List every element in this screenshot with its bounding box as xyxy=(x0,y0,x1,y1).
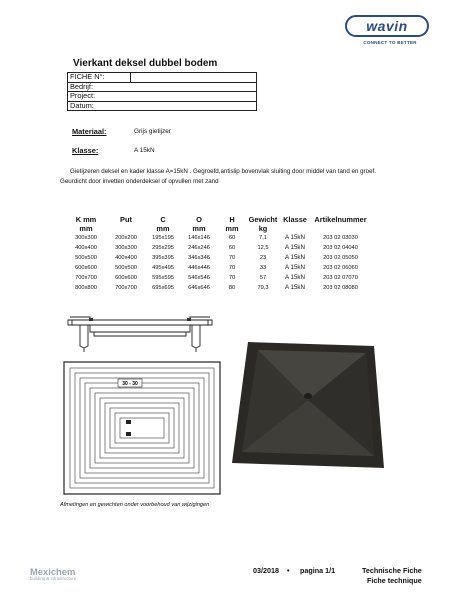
table-row xyxy=(66,243,371,253)
table-cell: A 15kN xyxy=(285,244,305,251)
table-cell: 7,1 xyxy=(259,235,267,241)
mexichem-logo: Mexichem xyxy=(30,566,76,577)
datum-label: Datum: xyxy=(68,101,257,111)
material-value: Grijs gietijzer xyxy=(134,128,171,135)
table-cell: A 15kN xyxy=(285,254,305,261)
table-row xyxy=(66,263,371,273)
class-value: A 15kN xyxy=(134,147,155,154)
table-cell: 695x695 xyxy=(152,285,174,291)
table-cell: 195x195 xyxy=(152,235,174,241)
footer-date: 03/2018 xyxy=(253,566,279,575)
header-c: C mm xyxy=(156,215,170,233)
table-header-row xyxy=(66,215,371,233)
table-cell: 700x700 xyxy=(75,275,97,281)
fiche-table xyxy=(67,72,257,111)
table-cell: 800x800 xyxy=(75,285,97,291)
table-cell: 70 xyxy=(228,275,236,281)
table-cell: 203 02 06060 xyxy=(323,265,358,271)
header-klasse: Klasse xyxy=(283,215,307,224)
table-cell: 203 02 04040 xyxy=(323,245,358,251)
caption: Afmetingen en gewichten onder voorbehoud van wijzigingen xyxy=(60,502,210,508)
table-row xyxy=(66,233,371,243)
table-row xyxy=(66,273,371,283)
footer-page: pagina 1/1 xyxy=(300,566,336,575)
header-o: O mm xyxy=(192,215,206,233)
cover-photo xyxy=(228,338,388,473)
table-cell: 60 xyxy=(228,235,236,241)
table-cell: 295x295 xyxy=(152,245,174,251)
fiche-label: FICHE N°: xyxy=(68,73,131,83)
mexichem-tagline: building & infrastructure xyxy=(30,576,77,581)
table-cell: 80 xyxy=(228,285,236,291)
table-cell: 203 02 05050 xyxy=(323,255,358,261)
top-view-drawing xyxy=(62,360,222,496)
material-label: Materiaal: xyxy=(72,127,107,136)
table-cell: 595x595 xyxy=(152,275,174,281)
description: Gietijzeren deksel en kader klasse A=15kN . Gegroefd,antislip bovenvlak sluiting door middel van tand en groef. Geurdicht door invetten onderdeksel of opvullen met zand xyxy=(60,168,376,185)
table-cell: 60 xyxy=(228,245,236,251)
table-cell: 600x600 xyxy=(75,265,97,271)
table-cell: 346x346 xyxy=(188,255,210,261)
table-cell: A 15kN xyxy=(285,264,305,271)
drawing-label: 30 - 30 xyxy=(122,381,138,387)
table-cell: 500x500 xyxy=(115,265,137,271)
table-cell: A 15kN xyxy=(285,234,305,241)
footer-bullet: • xyxy=(287,566,290,575)
table-cell: 495x495 xyxy=(152,265,174,271)
product-table xyxy=(66,215,371,293)
header-gewicht: Gewicht kg xyxy=(248,215,278,233)
page-title: Vierkant deksel dubbel bodem xyxy=(73,58,218,69)
table-cell: 546x546 xyxy=(188,275,210,281)
table-cell: 203 02 03030 xyxy=(323,235,358,241)
project-label: Project: xyxy=(68,92,257,102)
table-cell: A 15kN xyxy=(285,274,305,281)
table-row xyxy=(66,253,371,263)
footer-fiche-nl: Technische Fiche xyxy=(362,566,422,575)
table-row xyxy=(66,283,371,293)
section-drawing xyxy=(60,308,220,358)
table-cell: 300x300 xyxy=(115,245,137,251)
logo-tagline: CONNECT TO BETTER xyxy=(363,40,417,45)
table-cell: 79,3 xyxy=(257,285,269,291)
header-artikelnummer: Artikelnummer xyxy=(314,215,367,224)
header-h: H mm xyxy=(225,215,239,233)
table-cell: 57 xyxy=(259,275,267,281)
header-k: K mm mm xyxy=(75,215,97,233)
class-label: Klasse: xyxy=(72,146,99,155)
bedrijf-label: Bedrijf: xyxy=(68,82,257,92)
table-cell: 700x700 xyxy=(115,285,137,291)
table-cell: 600x600 xyxy=(115,275,137,281)
table-cell: 400x400 xyxy=(75,245,97,251)
table-cell: 33 xyxy=(259,265,267,271)
table-cell: 203 02 08080 xyxy=(323,285,358,291)
wavin-logo xyxy=(345,15,429,37)
table-cell: 23 xyxy=(259,255,267,261)
footer-fiche-fr: Fiche technique xyxy=(367,576,422,585)
table-cell: 300x300 xyxy=(75,235,97,241)
table-cell: 395x395 xyxy=(152,255,174,261)
table-cell: 500x500 xyxy=(75,255,97,261)
table-cell: 400x400 xyxy=(115,255,137,261)
table-cell: 446x446 xyxy=(188,265,210,271)
table-cell: 70 xyxy=(228,255,236,261)
fiche-value xyxy=(131,73,257,83)
table-cell: 146x146 xyxy=(188,235,210,241)
table-cell: 203 02 07070 xyxy=(323,275,358,281)
table-cell: 200x200 xyxy=(115,235,137,241)
table-cell: 12,5 xyxy=(257,245,269,251)
header-put: Put xyxy=(120,215,132,224)
table-cell: 246x246 xyxy=(188,245,210,251)
table-cell: 70 xyxy=(228,265,236,271)
table-cell: A 15kN xyxy=(285,284,305,291)
table-cell: 646x646 xyxy=(188,285,210,291)
logo-text: wavin xyxy=(366,18,408,34)
